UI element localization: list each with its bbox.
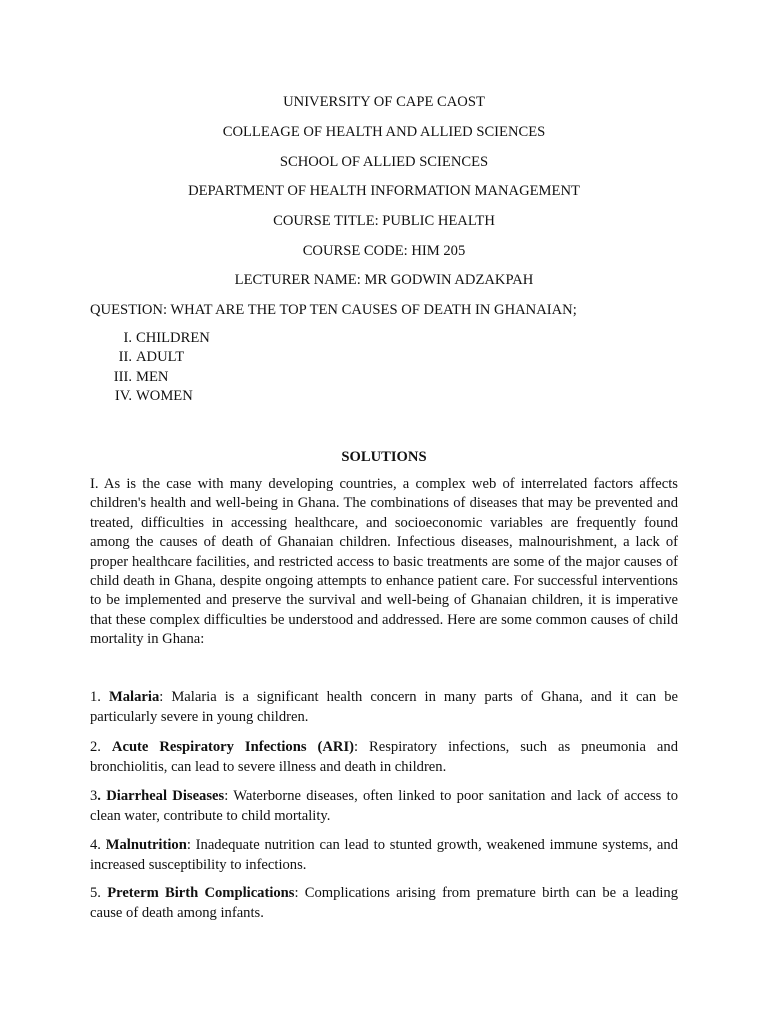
school-title: SCHOOL OF ALLIED SCIENCES <box>279 154 489 170</box>
solutions-heading: SOLUTIONS <box>341 449 427 465</box>
cause-number: 2. <box>90 739 112 755</box>
cause-number: 4. <box>90 837 106 853</box>
list-item <box>90 348 690 367</box>
college-title: COLLEAGE OF HEALTH AND ALLIED SCIENCES <box>222 124 546 140</box>
lecturer-name: LECTURER NAME: MR GODWIN ADZAKPAH <box>234 272 534 288</box>
list-label: WOMEN <box>136 388 193 404</box>
list-number: II. <box>118 349 132 365</box>
list-item <box>90 387 690 406</box>
cause-item <box>90 836 678 875</box>
cause-text: : Malaria is a significant health concern in many parts of Ghana, and it can be particularly severe in young children. <box>90 689 679 725</box>
university-title: UNIVERSITY OF CAPE CAOST <box>283 94 485 110</box>
intro-paragraph: I. As is the case with many developing countries, a complex web of interrelated factors affects children's health and well-being in Ghana. The combinations of diseases that may be prevented and treated, difficulties in accessing healthcare, and socioeconomic variables are frequently found among the causes of death of Ghanaian children. Infectious diseases, malnourishment, a lack of proper healthcare facilities, and restricted access to basic treatments are some of the major causes of child death in Ghana, despite ongoing attempts to enhance patient care. For successful interventions to be implemented and preserve the survival and well-being of Ghanaian children, it is imperative that these complex difficulties be understood and addressed. Here are some common causes of child mortality in Ghana: <box>90 476 678 648</box>
cause-text: : Complications arising from premature birth can be a leading cause of death among infants. <box>90 885 679 921</box>
question-text: QUESTION: WHAT ARE THE TOP TEN CAUSES OF DEATH IN GHANAIAN; <box>90 302 577 318</box>
department-title: DEPARTMENT OF HEALTH INFORMATION MANAGEMENT <box>188 183 580 199</box>
cause-title: Acute Respiratory Infections (ARI) <box>111 739 354 755</box>
cause-text: : Inadequate nutrition can lead to stunted growth, weakened immune systems, and increased susceptibility to infections. <box>90 837 678 873</box>
cause-item <box>90 884 678 923</box>
list-number: IV. <box>114 388 132 404</box>
list-label: ADULT <box>136 349 185 365</box>
cause-item <box>90 738 678 777</box>
cause-title: Preterm Birth Complications <box>107 885 295 901</box>
list-item <box>90 329 690 348</box>
cause-title: Malnutrition <box>105 837 187 853</box>
course-title: COURSE TITLE: PUBLIC HEALTH <box>273 213 495 229</box>
cause-item <box>90 688 678 727</box>
course-code: COURSE CODE: HIM 205 <box>302 243 466 259</box>
cause-number: 5. <box>90 885 108 901</box>
cause-text: : Respiratory infections, such as pneumonia and bronchiolitis, can lead to severe illness and death in children. <box>90 739 678 775</box>
list-number: I. <box>123 330 132 346</box>
cause-number: 3 <box>90 788 98 804</box>
cause-title: Malaria <box>108 689 160 705</box>
list-label: CHILDREN <box>136 330 210 346</box>
cause-item <box>90 787 678 826</box>
cause-text: : Waterborne diseases, often linked to poor sanitation and lack of access to clean water, contribute to child mortality. <box>90 788 678 824</box>
cause-number: 1. <box>90 689 109 705</box>
list-item <box>90 368 690 387</box>
cause-title: . Diarrheal Diseases <box>97 788 225 804</box>
list-label: MEN <box>136 369 169 385</box>
list-number: III. <box>113 369 132 385</box>
